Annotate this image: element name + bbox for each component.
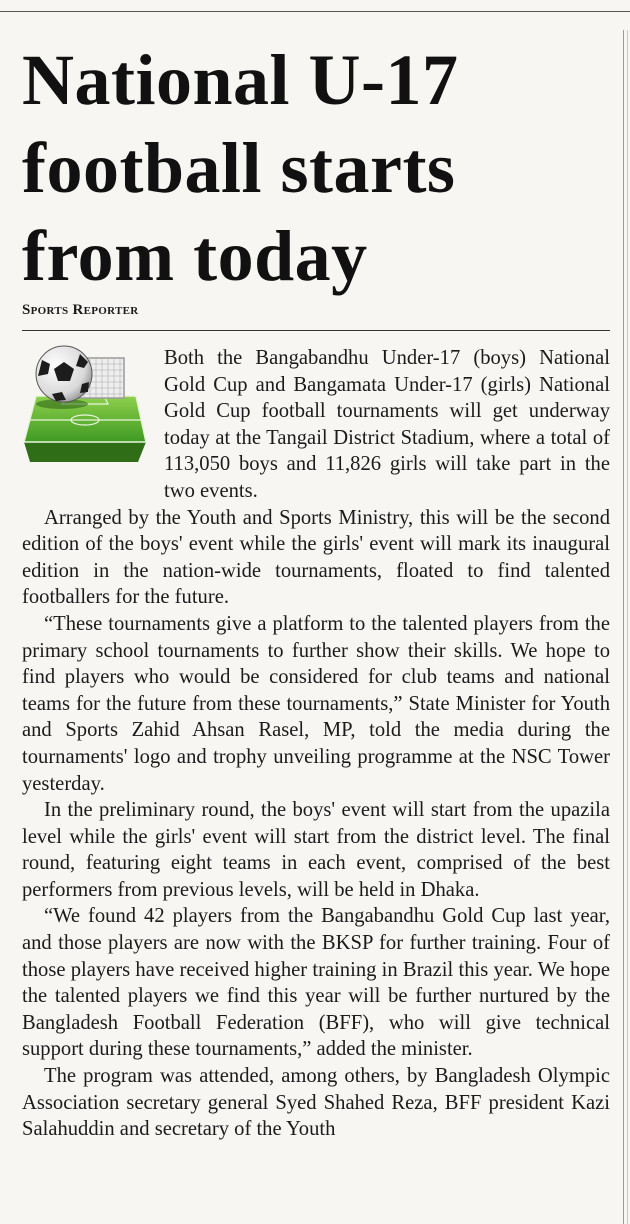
- article-paragraph: “We found 42 players from the Bangabandhu Gold Cup last year, and those players are now with the BKSP for further training. Four of those players have received higher training in Brazil this year. We hope the talented players we find this year will be further nurtured by the Bangladesh Football Federation (BFF), who will give technical support during these tournaments,” added the minister.: [22, 905, 610, 1061]
- top-rule: [0, 11, 630, 12]
- column-rule-secondary: [627, 30, 628, 1224]
- headline: National U-17 football starts from today: [22, 40, 459, 296]
- image-spacer: [22, 345, 164, 478]
- article-paragraph: In the preliminary round, the boys' event will start from the upazila level while the girls' event will start from the district level. The final round, featuring eight teams in each event, comprised of the best performers from previous levels, will be held in Dhaka.: [22, 799, 610, 901]
- article-paragraph: “These tournaments give a platform to the talented players from the primary school tournaments to further show their skills. We hope to find players who would be considered for club teams and national teams for the future from these tournaments,” State Minister for Youth and Sports Zahid Ahsan Rasel, MP, told the media during the tournaments' logo and trophy unveiling programme at the NSC Tower yesterday.: [22, 612, 610, 795]
- article-paragraph: The program was attended, among others, by Bangladesh Olympic Association secretary general Syed Shahed Reza, BFF president Kazi Salahuddin and secretary of the Youth: [22, 1065, 610, 1141]
- article-paragraph: Both the Bangabandhu Under-17 (boys) National Gold Cup and Bangamata Under-17 (girls) National Gold Cup football tournaments will get underway today at the Tangail District Stadium, where a total of 113,050 boys and 11,826 girls will take part in the two events.: [164, 347, 610, 502]
- article-body: [22, 345, 610, 1143]
- byline-rule: [22, 330, 610, 331]
- byline: Sports Reporter: [22, 302, 139, 318]
- article-paragraph: Arranged by the Youth and Sports Ministry, this will be the second edition of the boys' event while the girls' event will mark its inaugural edition in the nation-wide tournaments, floated to find talented footballers for the future.: [22, 506, 610, 609]
- column-rule: [623, 30, 624, 1224]
